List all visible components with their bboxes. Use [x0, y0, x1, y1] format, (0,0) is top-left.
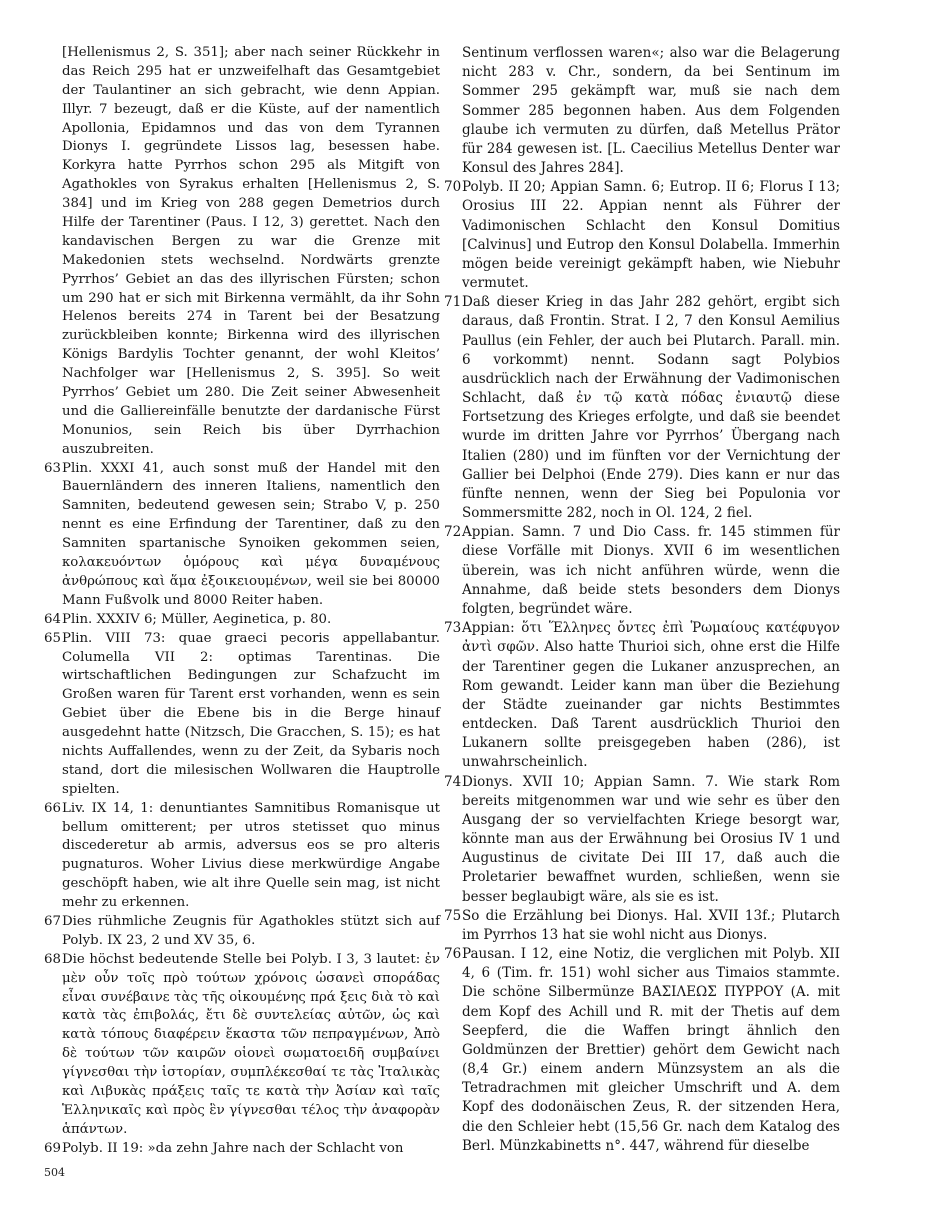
footnote-64: [44, 611, 440, 630]
left-column: [44, 44, 440, 1159]
footnote-67: [44, 913, 440, 951]
note-number: 76: [444, 946, 462, 963]
note-text: Liv. IX 14, 1: denuntiantes Samnitibus Romanisque ut bellum omitterent; per utros stetisset quo minus discederetur ab armis, adversus eos se pro alteris pugnaturos. Woher Livius diese merkwürdige Angabe geschöpft haben, wie alt ihre Quelle sein mag, ist nicht mehr zu erkennen.: [62, 800, 440, 911]
note-text: Dionys. XVII 10; Appian Samn. 7. Wie stark Rom bereits mitgenommen war und wie sehr es über den Ausgang der so vervielfachten Kriege besorgt war, könnte man aus der Erwähnung bei Orosius IV 1 und Augustinus de civitate Dei III 17, daß auch die Proletarier bewaffnet wurden, schließen, wenn sie besser beglaubigt wäre, als sie es ist.: [462, 773, 840, 905]
note-69-continuation: Sentinum verflossen waren«; also war die Belagerung nicht 283 v. Chr., sondern, da bei Sentinum im Sommer 295 gekämpft war, muß sie nach dem Sommer 285 begonnen haben. Aus dem Folgenden glaube ich vermuten zu dürfen, daß Metellus Prätor für 284 gewesen ist. [L. Caecilius Metellus Denter war Konsul des Jahres 284].: [462, 45, 840, 177]
note-text: Plin. VIII 73: quae graeci pecoris appellabantur. Columella VII 2: optimas Tarentinas. Die wirtschaftlichen Bedingungen zur Schafzucht im Großen waren für Tarent erst vorhanden, wenn es sein Gebiet über die Ebene bis in die Berge hinauf ausgedehnt hatte (Nitzsch, Die Gracchen, S. 15); es hat nichts Auffallendes, wenn zu der Zeit, da Sybaris noch stand, dort die milesischen Wollwaren die Hauptrolle spielten.: [62, 630, 440, 797]
right-column: [444, 44, 840, 1156]
note-number: 65: [44, 630, 61, 646]
note-number: 69: [44, 1140, 61, 1156]
note-number: 74: [444, 773, 462, 790]
note-number: 71: [444, 294, 462, 311]
note-number: 73: [444, 620, 462, 637]
footnote-66: [44, 800, 440, 913]
footnote-71: [444, 293, 840, 523]
footnote-76: [444, 945, 840, 1156]
note-text: Plin. XXXIV 6; Müller, Aeginetica, p. 80.: [62, 611, 332, 627]
footnote-73: [444, 619, 840, 772]
note-62-continuation: [Hellenismus 2, S. 351]; aber nach seiner Rückkehr in das Reich 295 hat er unzweifelhaft das Gesamtgebiet der Taulantiner an sich gebracht, wie denn Appian. Illyr. 7 bezeugt, daß er die Küste, auf der namentlich Apollonia, Epidamnos und das von dem Tyrannen Dionys I. gegründete Lissos lag, besessen habe. Korkyra hatte Pyrrhos schon 295 als Mitgift von Agathokles von Syrakus erhalten [Hellenismus 2, S. 384] und im Krieg von 288 gegen Demetrios durch Hilfe der Tarentiner (Paus. I 12, 3) gerettet. Nach den kandavischen Bergen zu war die Grenze mit Makedonien stets wechselnd. Nordwärts grenzte Pyrrhos’ Gebiet an das des illyrischen Fürsten; schon um 290 hat er sich mit Birkenna vermählt, da ihr Sohn Helenos bereits 274 in Tarent bei der Besatzung zurückbleiben konnte; Birkenna wird des illyrischen Königs Bardylis Tochter genannt, der wohl Kleitos’ Nachfolger war [Hellenismus 2, S. 395]. So weit Pyrrhos’ Gebiet um 280. Die Zeit seiner Abwesenheit und die Galliereinfälle benutzte der dardanische Fürst Monunios, sein Reich bis über Dyrrhachion auszubreiten.: [62, 45, 440, 457]
note-number: 75: [444, 907, 462, 924]
footnote-69: [44, 1140, 440, 1159]
note-number: 63: [44, 460, 61, 476]
note-text: Polyb. II 19: »da zehn Jahre nach der Schlacht von: [62, 1140, 404, 1156]
footnote-70: [444, 178, 840, 293]
note-number: 72: [444, 524, 462, 541]
footnote-74: [444, 773, 840, 907]
footnote-72: [444, 523, 840, 619]
note-text: So die Erzählung bei Dionys. Hal. XVII 13f.; Plutarch im Pyrrhos 13 hat sie wohl nicht aus Dionys.: [462, 907, 840, 943]
page-number: 504: [44, 1166, 65, 1179]
note-number: 64: [44, 611, 61, 627]
note-number: 66: [44, 800, 61, 816]
note-text: Plin. XXXI 41, auch sonst muß der Handel mit den Bauernländern des inneren Italiens, namentlich den Samniten, bedeutend gewesen sein; Strabo V, p. 250 nennt es eine Erfindung der Tarentiner, daß zu den Samniten spartanische Synoiken gekommen seien, κολακευόντων ὁμόρους καὶ μέγα δυναμένους ἀνθρώπους καὶ ἅμα ἐξοικειουμένων, weil sie bei 80000 Mann Fußvolk und 8000 Reiter haben.: [62, 460, 440, 608]
note-text: Die höchst bedeutende Stelle bei Polyb. I 3, 3 lautet: ἐν μὲν οὖν τοῖς πρὸ τούτων χρόνοις ὡσανεὶ σποράδας εἶναι συνέβαινε τὰς τῆς οἰκουμένης πρά ξεις διὰ τὸ καὶ κατὰ τὰς ἐπιβολάς, ἔτι δὲ συντελείας αὐτῶν, ὡς καὶ κατὰ τόπους διαφέρειν ἕκαστα τῶν πεπραγμένων, Ἀπὸ δὲ τούτων τῶν καιρῶν οἱονεὶ σωματοειδῆ συμβαίνει γίγνεσθαι τὴν ἱστορίαν, συμπλέκεσθαί τε τὰς Ἰταλικὰς καὶ Λιβυκὰς πράξεις ταῖς τε κατὰ τὴν Ἀσίαν καὶ ταῖς Ἑλληνικαῖς καὶ πρὸς ἓν γίγνεσθαι τέλος τὴν ἀναφορὰν ἁπάντων.: [62, 951, 440, 1137]
note-text: Appian: ὅτι Ἕλληνες ὄντες ἐπὶ Ῥωμαίους κατέφυγον ἀντὶ σφῶν. Also hatte Thurioi sich, ohne erst die Hilfe der Tarentiner gegen die Lukaner anzusprechen, an Rom gewandt. Leider kann man über die Beziehung der Städte zueinander gar nichts Bestimmtes entdecken. Daß Tarent ausdrücklich Thurioi den Lukanern sollte preisgegeben haben (286), ist unwahrscheinlich.: [462, 620, 840, 771]
footnote-68: [44, 951, 440, 1140]
note-text: Dies rühmliche Zeugnis für Agathokles stützt sich auf Polyb. IX 23, 2 und XV 35, 6.: [62, 913, 440, 948]
note-text: Polyb. II 20; Appian Samn. 6; Eutrop. II 6; Florus I 13; Orosius III 22. Appian nennt als Führer der Vadimonischen Schlacht den Konsul Domitius [Calvinus] und Eutrop den Konsul Dolabella. Immerhin mögen beide vereinigt gekämpft haben, wie Niebuhr vermutet.: [462, 179, 840, 292]
footnote-75: [444, 907, 840, 945]
note-text: Daß dieser Krieg in das Jahr 282 gehört, ergibt sich daraus, daß Frontin. Strat. I 2, 7 den Konsul Aemilius Paullus (ein Fehler, der auch bei Plutarch. Parall. min. 6 vorkommt) nennt. Sodann sagt Polybios ausdrücklich nach der Erwähnung der Vadimonischen Schlacht, daß ἐν τῷ κατὰ πόδας ἐνιαυτῷ diese Fortsetzung des Krieges erfolgte, und daß sie beendet wurde im dritten Jahre vor Pyrrhos’ Übergang nach Italien (280) und im fünften vor der Vernichtung der Gallier bei Delphoi (Ende 279). Dies kann er nur das fünfte nennen, wenn der Sieg bei Populonia vor Sommersmitte 282, noch in Ol. 124, 2 fiel.: [462, 294, 840, 522]
footnote-65: [44, 630, 440, 800]
note-text: Appian. Samn. 7 und Dio Cass. fr. 145 stimmen für diese Vorfälle mit Dionys. XVII 6 im wesentlichen überein, was ich nicht anführen würde, wenn die Annahme, daß beide stets besonders dem Dionys folgten, begründet wäre.: [462, 524, 840, 617]
note-number: 68: [44, 951, 61, 967]
note-number: 67: [44, 913, 61, 929]
footnote-63: [44, 460, 440, 611]
note-number: 70: [444, 179, 462, 196]
note-text: Pausan. I 12, eine Notiz, die verglichen mit Polyb. XII 4, 6 (Tim. fr. 151) wohl sicher aus Timaios stammte. Die schöne Silbermünze ΒΑΣΙΛΕΩΣ ΠΥΡΡΟΥ (A. mit dem Kopf des Achill und R. mit der Thetis auf dem Seepferd, die die Waffen bringt ähnlich den Goldmünzen der Brettier) gehört dem Gewicht nach (8,4 Gr.) einem andern Münzsystem an als die Tetradrachmen mit gleicher Umschrift und A. dem Kopf des dodonäischen Zeus, R. der sitzenden Hera, die den Schleier hebt (15,56 Gr. nach dem Katalog des Berl. Münzkabinetts n°. 447, während für dieselbe: [462, 946, 840, 1154]
